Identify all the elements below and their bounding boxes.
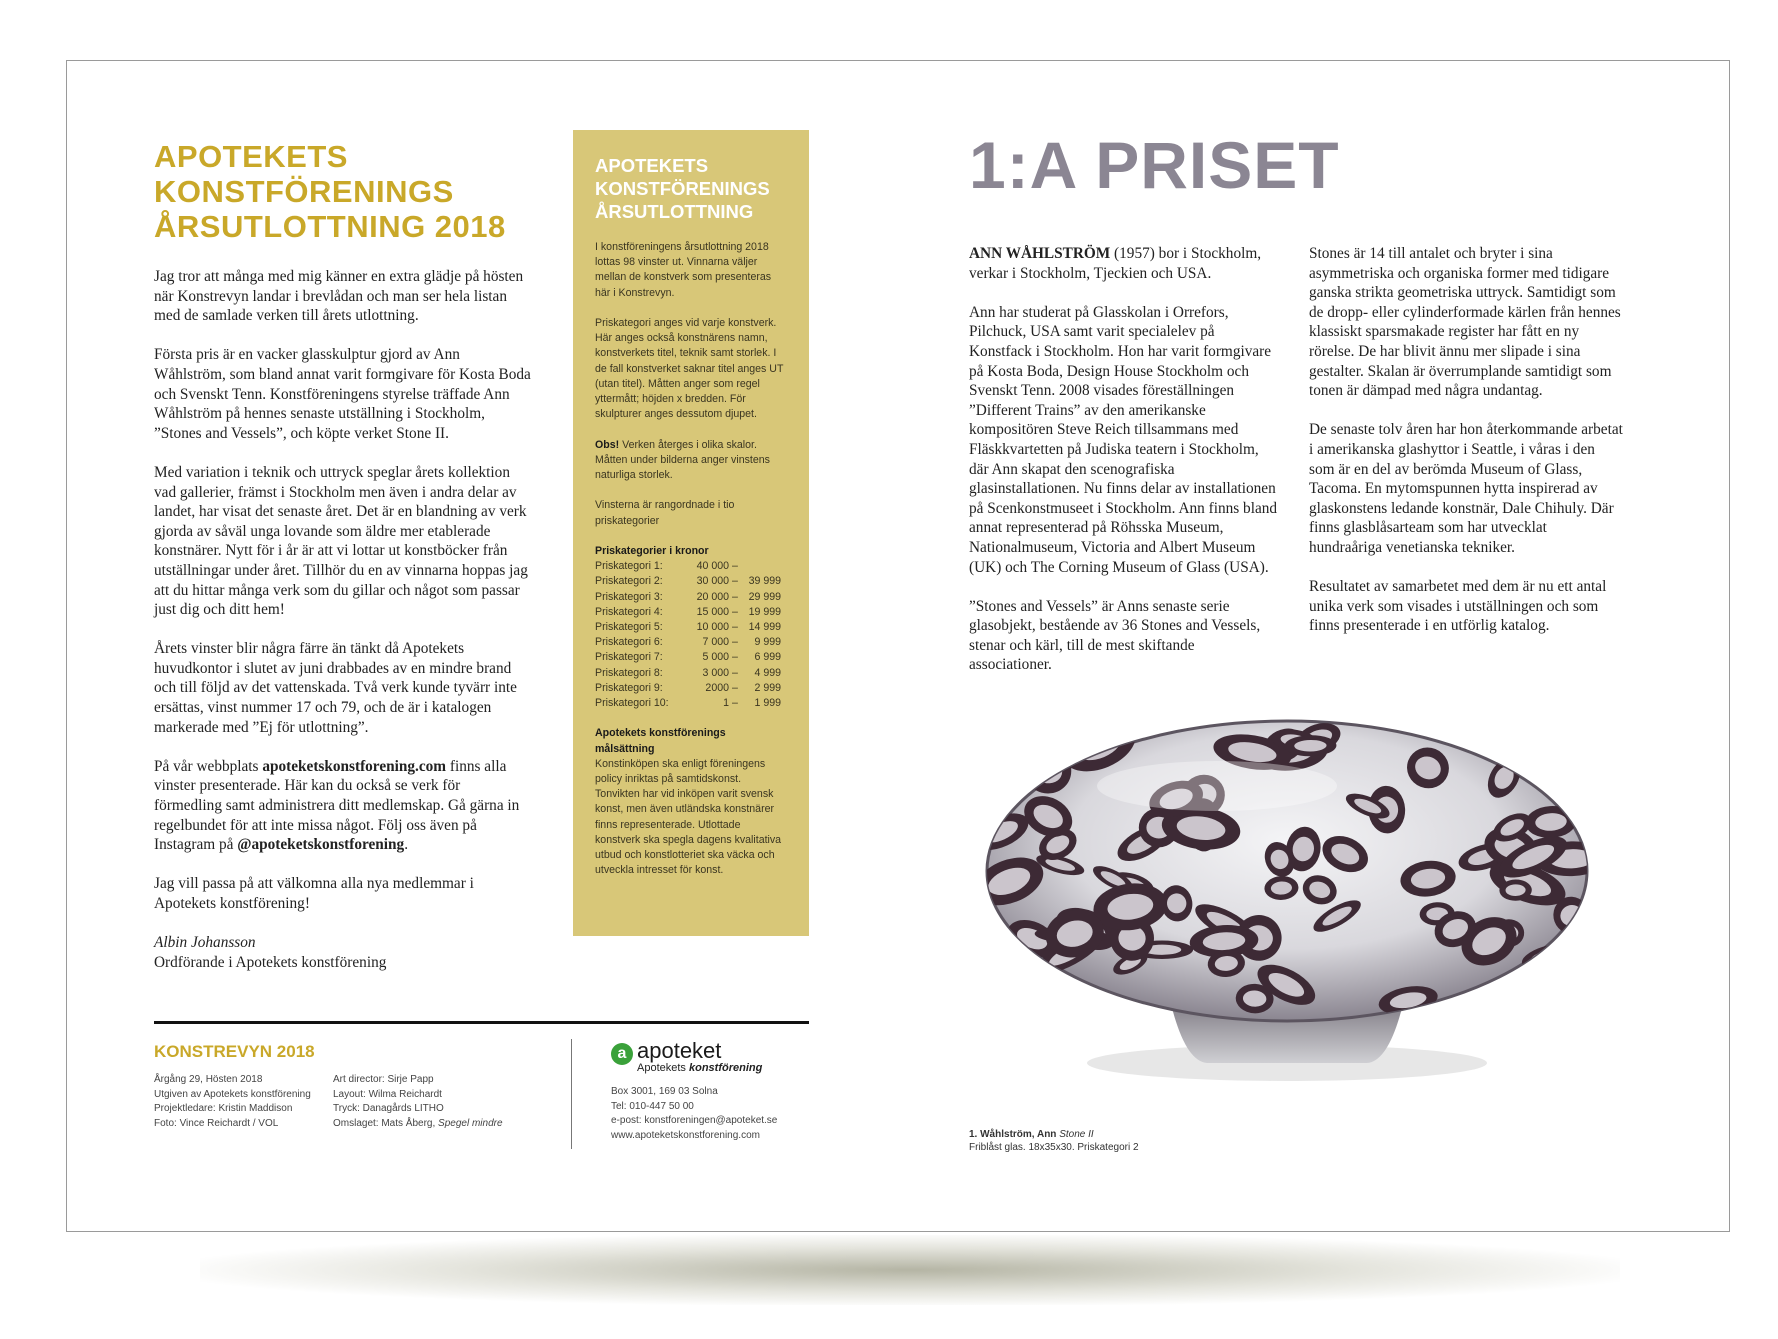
- price-heading: [595, 544, 785, 559]
- right-col-2: [1309, 244, 1623, 655]
- price-cell-to: 39 999: [748, 575, 781, 588]
- body-paragraph: Årets vinster blir några färre än tänkt då Apotekets huvudkontor i slutet av juni drabbades av en mindre brand och till följd av det vattenskada. Två verk kunde tyvärr inte ersättas, vinst nummer 17 och 79, och de är i katalogen markerade med ”Ej för utlottning”.: [154, 640, 517, 736]
- page-title: 1:A PRISET: [969, 128, 1340, 202]
- price-cell-label: Priskategori 9:: [595, 681, 663, 694]
- right-col-1: [969, 244, 1281, 695]
- price-cell-to: 9 999: [754, 636, 781, 649]
- left-title: [154, 139, 514, 244]
- footer-website[interactable]: www.apoteketskonstforening.com: [611, 1129, 760, 1141]
- logo-sub-italic: konstförening: [688, 1062, 763, 1074]
- sidebar-paragraph: Vinsterna är rangordnade i tio priskategorier: [595, 499, 735, 527]
- price-cell-dash: –: [732, 697, 738, 710]
- price-row: [595, 574, 785, 589]
- price-cell-to: 29 999: [748, 590, 781, 603]
- signature-name: Albin Johansson: [154, 934, 256, 952]
- signature-role: Ordförande i Apotekets konstförening: [154, 953, 387, 971]
- caption-line: [969, 1128, 1269, 1141]
- price-cell-label: Priskategori 7:: [595, 651, 663, 664]
- price-cell-to: 4 999: [754, 666, 781, 679]
- instagram-handle[interactable]: @apoteketskonstforening: [237, 836, 405, 854]
- price-cell-from: 2000: [705, 681, 729, 694]
- price-row: [595, 650, 785, 665]
- artist-name: ANN WÅHLSTRÖM: [969, 245, 1111, 262]
- welcome-paragraph: Jag vill passa på att välkomna alla nya medlemmar i Apotekets konstförening!: [154, 875, 474, 912]
- left-title-line: ÅRSUTLOTTNING 2018: [154, 209, 506, 244]
- goal-heading-text: Apotekets konstförenings målsättning: [595, 727, 726, 755]
- image-caption: [969, 1128, 1269, 1154]
- price-cell-dash: –: [732, 636, 738, 649]
- price-cell-to: 2 999: [754, 681, 781, 694]
- body-paragraph: Stones är 14 till antalet och bryter i sina asymmetriska och organiska former med tidigare ganska strikta geometriska uttryck. Samtidigt som de dropp- eller cylinderformade kärlen från hennes klassiskt sparsmakade register har fått en ny rörelse. De har blivit ännu mer slipade i sina gestalter. Skalan är överrumplande samtidigt som tonen är dämpad med några undantag.: [1309, 245, 1621, 400]
- logo-sub-plain: Apotekets: [637, 1062, 689, 1074]
- sidebar-title-line: ÅRSUTLOTTNING: [595, 201, 754, 222]
- price-cell-label: Priskategori 4:: [595, 605, 663, 618]
- footer-divider: [571, 1039, 572, 1149]
- footer-line: Foto: Vince Reichardt / VOL: [154, 1117, 279, 1129]
- footer-line: Utgiven av Apotekets konstförening: [154, 1088, 311, 1100]
- sidebar-title-line: APOTEKETS: [595, 155, 709, 176]
- apoteket-logo-icon: a: [611, 1043, 633, 1065]
- price-cell-label: Priskategori 8:: [595, 666, 663, 679]
- sidebar-body: [595, 240, 785, 878]
- price-cell-dash: –: [732, 590, 738, 603]
- sidebar-obs: [595, 438, 785, 484]
- obs-text: Verken återges i olika skalor. Måtten under bilderna anger vinstens naturliga storlek.: [595, 438, 770, 482]
- web-paragraph: [154, 757, 532, 855]
- price-cell-from: 20 000: [696, 590, 729, 603]
- web-text-before: På vår webbplats: [154, 757, 263, 775]
- price-cell-from: 15 000: [696, 605, 729, 618]
- price-cell-to: 14 999: [748, 621, 781, 634]
- price-row: [595, 559, 785, 574]
- obs-label: Obs!: [595, 438, 620, 451]
- footer-line: Layout: Wilma Reichardt: [333, 1088, 442, 1100]
- price-row: [595, 666, 785, 681]
- price-row: [595, 696, 785, 711]
- sidebar-paragraph: Priskategori anges vid varje konstverk. Här anges också konstnärens namn, konstverkets titel, teknik samt storlek. I de fall konstverket saknar titel anges UT (utan titel). Måtten anger som regel yttermått; höjden x bredden. För skulpturer anges dessutom djupet.: [595, 317, 784, 421]
- price-cell-dash: –: [732, 666, 738, 679]
- price-cell-from: 40 000: [696, 560, 729, 573]
- body-paragraph: Ann har studerat på Glasskolan i Orrefors, Pilchuck, USA samt varit specialelev på Konstfack i Stockholm. Hon har varit formgivare på Kosta Boda, Design House Stockholm och Svenskt Tenn. 2008 visades föreställningen ”Different Trains” av den amerikanske kompositören Steve Reich tillsammans med Fläskkvartetten på Judiska teatern i Stockholm, där Ann skapat den scenografiska glasinstallationen. Nu finns delar av installationen på Scenkonstmuseet i Stockholm. Ann finns bland annat representerad på Röhsska Museum, Nationalmuseum, Victoria and Albert Museum (UK) och The Corning Museum of Glass (USA).: [969, 303, 1278, 576]
- footer-col-1: [154, 1073, 329, 1131]
- body-paragraph: Jag tror att många med mig känner en extra glädje på hösten när Konstrevyn landar i brevlådan och man ser hela listan med de samlade verken till årets utlottning.: [154, 268, 524, 325]
- logo-subline: [637, 1062, 762, 1074]
- price-cell-to: 1 999: [754, 697, 781, 710]
- price-cell-dash: –: [732, 560, 738, 573]
- footer-line: Tel: 010-447 50 00: [611, 1100, 694, 1112]
- goal-heading: [595, 726, 785, 756]
- price-row: [595, 681, 785, 696]
- price-cell-dash: –: [732, 621, 738, 634]
- left-title-line: KONSTFÖRENINGS: [154, 174, 454, 209]
- price-cell-to: 19 999: [748, 605, 781, 618]
- price-cell-label: Priskategori 1:: [595, 560, 663, 573]
- intro-text: (1957) bor i Stockholm, verkar i Stockholm, Tjeckien och USA.: [969, 245, 1262, 282]
- info-sidebar: [573, 130, 809, 936]
- footer-line: Box 3001, 169 03 Solna: [611, 1086, 718, 1097]
- price-cell-dash: –: [732, 681, 738, 694]
- left-title-line: APOTEKETS: [154, 139, 348, 174]
- page-shadow: [200, 1235, 1620, 1305]
- web-text-after: .: [404, 836, 409, 854]
- caption-title: Stone II: [1059, 1129, 1094, 1140]
- price-cell-from: 10 000: [696, 621, 729, 634]
- intro-paragraph: [969, 244, 1281, 283]
- sidebar-title-line: KONSTFÖRENINGS: [595, 178, 770, 199]
- footer-col-3: [611, 1085, 811, 1143]
- price-row: [595, 590, 785, 605]
- body-paragraph: Resultatet av samarbetet med dem är nu ett antal unika verk som visades i utställningen och som finns presenterade i en utförlig katalog.: [1309, 578, 1607, 635]
- price-cell-dash: –: [732, 605, 738, 618]
- body-paragraph: De senaste tolv åren har hon återkommande arbetat i amerikanska glashyttor i Seattle, i våras i den som är en del av berömda Museum of Glass, Tacoma. En mytomspunnen hytta inspirerad av glaskonstens ledande konstnär, Dale Chihuly. Där finns glasblåsarteam som har utvecklat hundraåriga venetianska tekniker.: [1309, 421, 1623, 556]
- price-cell-label: Priskategori 5:: [595, 621, 663, 634]
- web-text-middle: finns alla vinster presenterade. Här kan du också se verk för förmedling samt administrera ditt medlemskap. Gå gärna in regelbundet för att inte missa något. Följ oss även på Instagram på: [154, 757, 520, 854]
- footer-line: Art director: Sirje Papp: [333, 1074, 434, 1085]
- footer-rule: [154, 1021, 809, 1024]
- price-heading-text: Priskategorier i kronor: [595, 545, 709, 557]
- sidebar-title: [595, 154, 795, 223]
- sidebar-paragraph: I konstföreningens årsutlottning 2018 lottas 98 vinster ut. Vinnarna väljer mellan de konstverk som presenteras här i Konstrevyn.: [595, 241, 772, 299]
- price-list: [595, 559, 785, 711]
- footer-line: Årgång 29, Hösten 2018: [154, 1074, 263, 1085]
- caption-details: Friblåst glas. 18x35x30. Priskategori 2: [969, 1142, 1139, 1153]
- logo-wordmark: apoteket: [637, 1038, 722, 1063]
- price-cell-label: Priskategori 3:: [595, 590, 663, 603]
- footer-line: Tryck: Danagårds LITHO: [333, 1103, 444, 1115]
- footer-line: Projektledare: Kristin Maddison: [154, 1103, 293, 1115]
- price-row: [595, 605, 785, 620]
- goal-text: Konstinköpen ska enligt föreningens policy inriktas på samtidskonst. Tonvikten har vid inköpen varit svensk konst, men även utländska konstnärer finns representerade. Utlottade konstverk ska spegla dagens kvalitativa utbud och konstlotteriet ska väcka och utveckla intresset för konst.: [595, 757, 782, 877]
- price-cell-from: 1: [723, 697, 729, 710]
- footer-line: [333, 1117, 538, 1132]
- cover-credit: Omslaget: Mats Åberg,: [333, 1117, 439, 1129]
- price-cell-dash: –: [732, 651, 738, 664]
- price-row: [595, 635, 785, 650]
- price-row: [595, 620, 785, 635]
- body-paragraph: Med variation i teknik och uttryck speglar årets kollektion vad gallerier, främst i Stockholm men även i andra delar av landet, har visat det senaste året. Det är en blandning av verk gjorda av såväl unga lovande som äldre mer etablerade konstnärer. Nytt för i år är att vi lottar ut konstböcker från utställningar under året. Tillhör du en av vinnarna hoppas jag att du hittar många verk som du gillar och något som passar just dig och ditt hem!: [154, 463, 528, 619]
- price-cell-from: 30 000: [696, 575, 729, 588]
- website-link[interactable]: apoteketskonstforening.com: [262, 757, 447, 775]
- glass-sculpture-image: [967, 711, 1607, 1121]
- price-cell-from: 3 000: [702, 666, 729, 679]
- price-cell-from: 5 000: [702, 651, 729, 664]
- price-cell-label: Priskategori 6:: [595, 636, 663, 649]
- body-paragraph: Första pris är en vacker glasskulptur gjord av Ann Wåhlström, som bland annat varit formgivare för Kosta Boda och Svenskt Tenn. Konstföreningens styrelse träffade Ann Wåhlström på hennes senaste utställning i Stockholm, ”Stones and Vessels”, och köpte verket Stone II.: [154, 346, 531, 442]
- price-cell-label: Priskategori 2:: [595, 575, 663, 588]
- price-cell-dash: –: [732, 575, 738, 588]
- left-body: [154, 267, 532, 972]
- price-cell-label: Priskategori 10:: [595, 697, 669, 710]
- price-cell-to: 6 999: [754, 651, 781, 664]
- body-paragraph: ”Stones and Vessels” är Anns senaste serie glasobjekt, bestående av 36 Stones and Vessels, stenar och kärl, till de mest skiftande associationer.: [969, 597, 1261, 674]
- footer-col-2: [333, 1073, 538, 1131]
- price-cell-from: 7 000: [702, 636, 729, 649]
- cover-title: Spegel mindre: [438, 1117, 503, 1129]
- footer-email[interactable]: e-post: konstforeningen@apoteket.se: [611, 1115, 778, 1127]
- footer-title: KONSTREVYN 2018: [154, 1042, 315, 1061]
- price-cell-to: [741, 559, 781, 574]
- magazine-spread: [66, 60, 1730, 1232]
- apoteket-logo: [611, 1038, 811, 1075]
- caption-artist: 1. Wåhlström, Ann: [969, 1129, 1057, 1140]
